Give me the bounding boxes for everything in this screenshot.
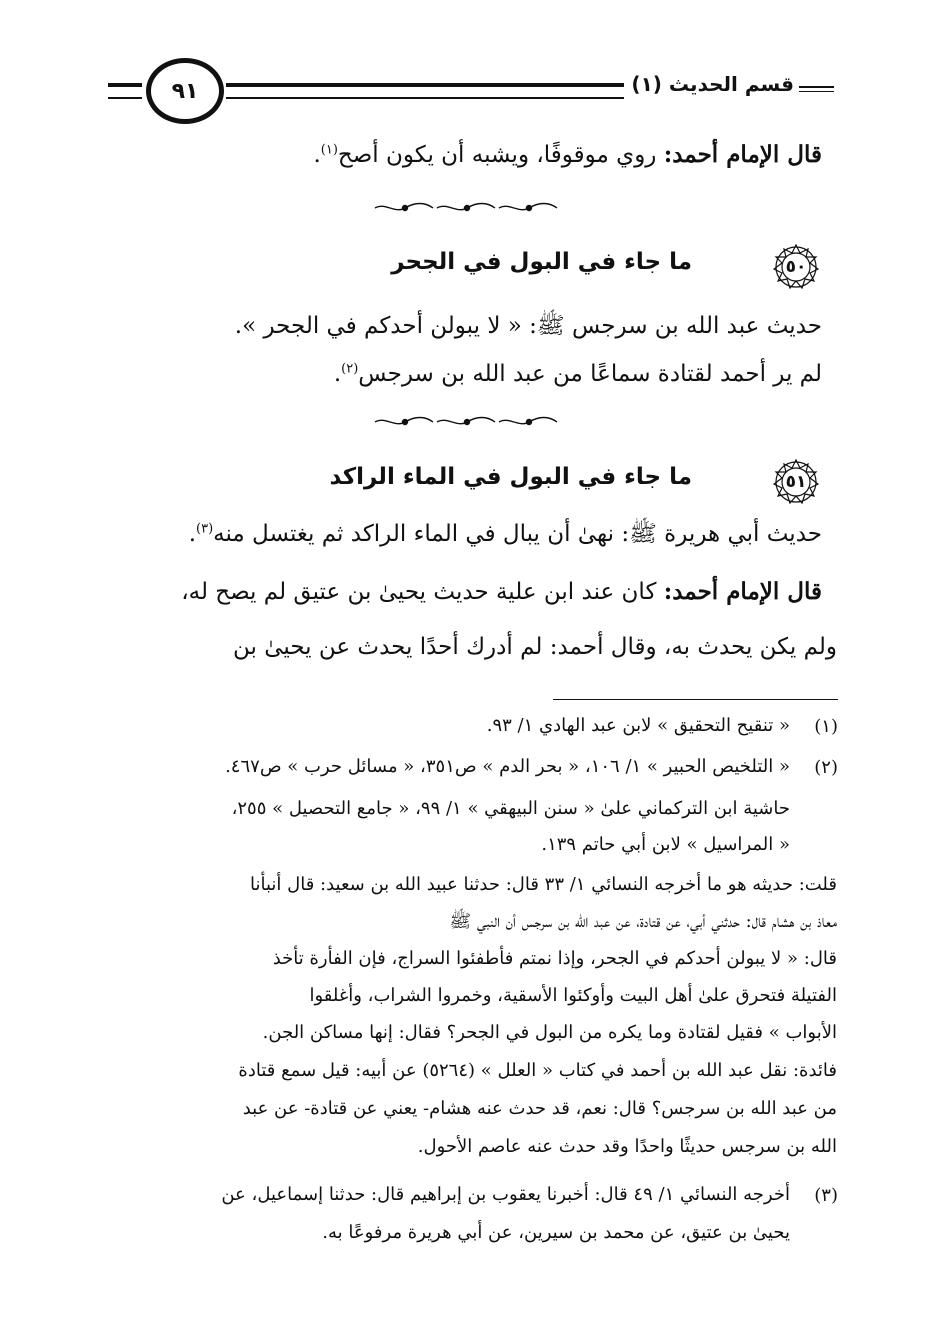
footnote-2-line: حاشية ابن التركماني علىٰ « سنن البيهقي » ١/ ٩٩، « جامع التحصيل » ٢٥٥،: [231, 798, 790, 819]
footnote-3-number: (٣): [814, 1185, 838, 1206]
footnote-2-line: قلت: حديثه هو ما أخرجه النسائي ١/ ٣٣ قال: حدثنا عبيد الله بن سعيد: قال أنبأنا: [249, 874, 837, 895]
footnote-2-line: « المراسيل » لابن أبي حاتم ١٣٩.: [541, 834, 790, 855]
section-51-number: ٥١: [785, 472, 807, 492]
opening-end: .: [313, 142, 321, 168]
footnote-ref-2: (٢): [341, 361, 359, 377]
page-number: ٩١: [146, 58, 224, 124]
header-rule-middle: [226, 83, 624, 99]
footnote-2-line: الفتيلة فتحرق علىٰ أهل البيت وأوكئوا الأسقية، وخمروا الشراب، وأغلقوا: [309, 985, 837, 1006]
footnote-2-line: معاذ بن هشام قال: حدثني أبي، عن قتادة، عن عبد الله بن سرجس أن النبي ﷺ: [449, 911, 837, 932]
section-50-title: ما جاء في البول في الجحر: [391, 249, 692, 275]
footnote-1-text: « تنقيح التحقيق » لابن عبد الهادي ١/ ٩٣.: [486, 715, 790, 736]
footnote-ref-3: (٣): [196, 521, 214, 537]
section-51-line-2: [181, 577, 822, 608]
section-51-title: ما جاء في البول في الماء الراكد: [329, 464, 692, 490]
footnote-2-number: (٢): [814, 757, 838, 778]
section-51-heading: [102, 458, 822, 506]
section-51-line-1: [189, 520, 822, 550]
footnote-ref-1: (١): [320, 142, 338, 158]
opening-label: قال الإمام أحمد:: [663, 141, 822, 168]
footnote-2-line: قال: « لا يبولن أحدكم في الجحر، وإذا نمتم فأطفئوا السراج، فإن الفأرة تأخذ: [272, 948, 837, 969]
section-50-line-2: [334, 360, 822, 390]
section-50-heading: [102, 243, 822, 291]
footnote-2-line: الأبواب » فقيل لقتادة وما يكره من البول في الجحر؟ فقال: إنها مساكن الجن.: [262, 1022, 837, 1043]
footnote-3-line: أخرجه النسائي ١/ ٤٩ قال: أخبرنا يعقوب بن إبراهيم قال: حدثنا إسماعيل، عن: [221, 1184, 790, 1205]
section-50-line-1: حديث عبد الله بن سرجس ﷺ: « لا يبولن أحدكم في الجحر ».: [234, 313, 822, 339]
footnote-2-line: « التلخيص الحبير » ١/ ١٠٦، « بحر الدم » ص٣٥١، « مسائل حرب » ص٤٦٧.: [225, 756, 790, 777]
section-50-number: ٥٠: [785, 257, 807, 277]
section-51-line-1-end: .: [188, 521, 197, 547]
ornament-divider: [371, 200, 561, 216]
ornament-divider: [371, 414, 561, 430]
footnote-2-line: من عبد الله بن سرجس؟ قال: نعم، قد حدث عنه هشام- يعني عن قتادة- عن عبد: [242, 1098, 837, 1119]
section-51-line-3: ولم يكن يحدث به، وقال أحمد: لم أدرك أحدًا يحدث عن يحيىٰ بن: [233, 634, 837, 660]
footnote-2-line: الله بن سرجس حديثًا واحدًا وقد حدث عنه عاصم الأحول.: [417, 1136, 837, 1157]
header-rule-right: [799, 86, 834, 92]
section-50-line-2-end: .: [333, 361, 342, 387]
section-50-line-2-text: لم ير أحمد لقتادة سماعًا من عبد الله بن سرجس: [358, 361, 822, 387]
footnote-3-line: يحيىٰ بن عتيق، عن محمد بن سيرين، عن أبي هريرة مرفوعًا به.: [322, 1222, 790, 1243]
section-51-line-1-text: حديث أبي هريرة ﷺ: نهىٰ أن يبال في الماء الراكد ثم يغتسل منه: [213, 521, 822, 547]
footnote-2-line: فائدة: نقل عبد الله بن أحمد في كتاب « العلل » (٥٢٦٤) عن أبيه: قيل سمع قتادة: [238, 1060, 837, 1081]
page-header: [108, 58, 834, 130]
section-51-line-2-text: كان عند ابن علية حديث يحيىٰ بن عتيق لم يصح له،: [181, 579, 664, 605]
section-51-line-2-label: قال الإمام أحمد:: [663, 578, 822, 605]
opening-text: روي موقوفًا، ويشبه أن يكون أصح: [337, 142, 664, 168]
footnote-1-number: (١): [814, 716, 838, 737]
header-rule-left: [108, 83, 142, 99]
footnote-separator: [553, 699, 838, 700]
opening-line: [313, 140, 822, 171]
running-title: قسم الحديث (١): [631, 72, 794, 96]
